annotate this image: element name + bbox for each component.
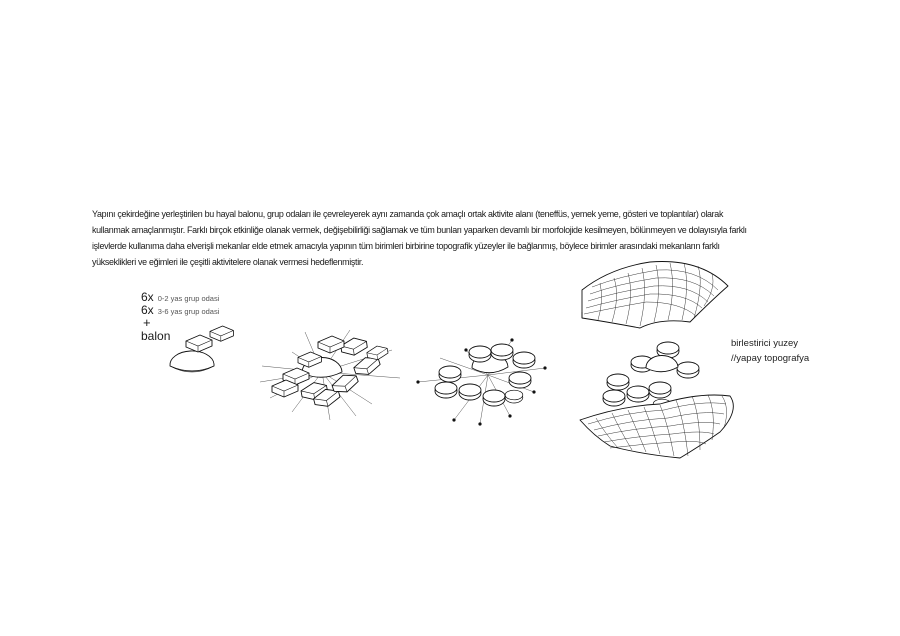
- group-room-box-a: [186, 335, 212, 352]
- legend-plus: +: [143, 315, 151, 330]
- diagram-balloon-and-rooms: [170, 326, 233, 372]
- diagram-boxes-around-balloon: [260, 330, 400, 420]
- top-topography-surface: [582, 262, 728, 329]
- legend-count-3-6: 6x: [141, 303, 154, 317]
- diagram-exploded-topography: [580, 262, 733, 459]
- surface-label-line-2: //yapay topografya: [731, 353, 810, 364]
- balloon-dome: [170, 351, 214, 371]
- description-line-1: Yapını çekirdeğine yerleştirilen bu hayal balonu, grup odaları ile çevreleyerek aynı zamanda çok amaçlı ortak aktivite alanı (teneffüs, yemek yeme, gösteri ve toplantılar) olarak: [92, 209, 724, 220]
- description-line-4: yükseklikleri ve eğimleri ile çeşitli aktivitelere olanak vermesi hedeflenmiştir.: [92, 257, 364, 268]
- group-room-box-b: [210, 326, 233, 341]
- legend-label-0-2: 0-2 yas grup odasi: [157, 294, 220, 303]
- surface-label-line-1: birlestirici yuzey: [731, 338, 799, 349]
- description-line-2: kullanmak amaçlanmıştır. Farklı birçok etkinliğe olanak vermek, değişebilirliği sağlamak ve tüm bunları yaparken devamlı bir morfolojide kesilmeyen, bölünmeyen ve dolayısıyla farklı: [92, 225, 747, 236]
- legend-balon: balon: [141, 329, 171, 343]
- description-line-3: işlevlerde kullanıma daha elverişli mekanlar elde etmek amacıyla yapının tüm birimleri birbirine topografik yüzeyler ile bağlanmış, böylece birimler arasındaki mekanların farklı: [92, 241, 720, 252]
- diagram-pebbles-with-connections: [416, 338, 546, 425]
- legend-count-0-2: 6x: [141, 290, 154, 304]
- legend-label-3-6: 3-6 yas grup odasi: [157, 307, 220, 316]
- bottom-topography-surface: [580, 395, 733, 458]
